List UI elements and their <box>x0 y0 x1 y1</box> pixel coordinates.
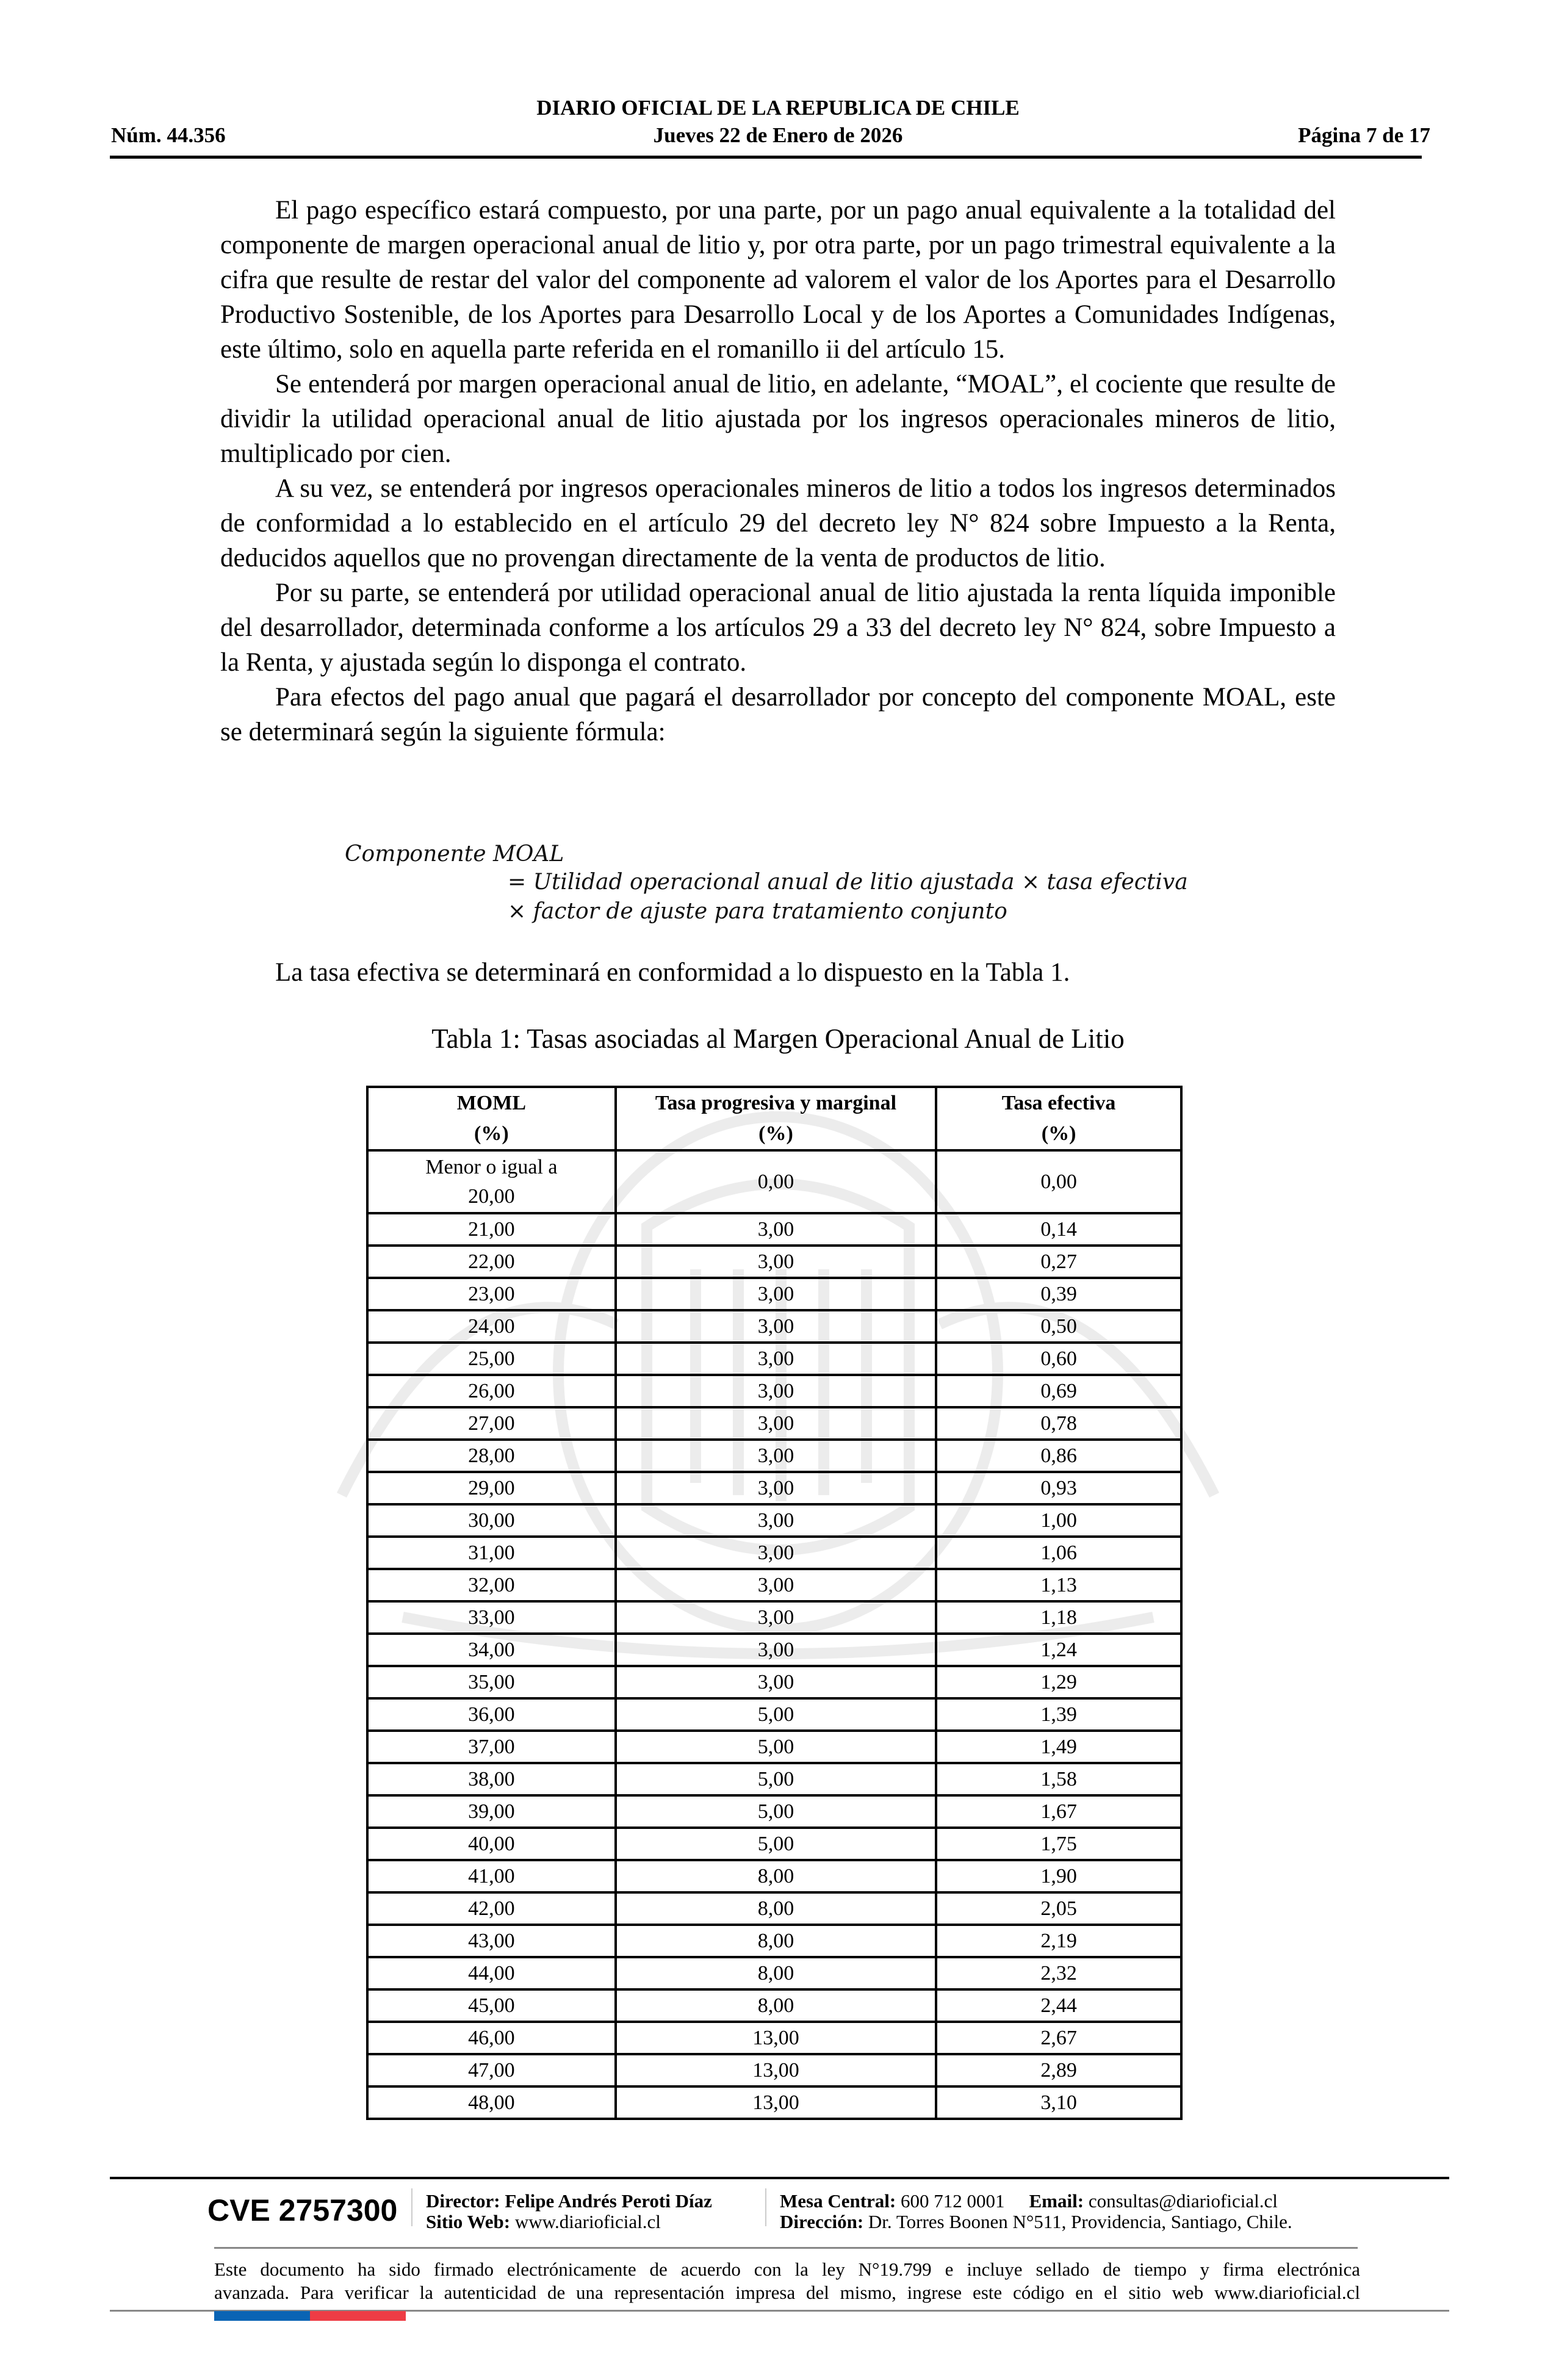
cell-tasa-progresiva: 13,00 <box>616 2054 936 2086</box>
cell-tasa-efectiva: 0,14 <box>936 1213 1181 1246</box>
cell-tasa-efectiva: 0,50 <box>936 1310 1181 1343</box>
cell-tasa-efectiva: 2,32 <box>936 1957 1181 1989</box>
cell-moml: 38,00 <box>367 1763 616 1795</box>
cell-tasa-progresiva: 0,00 <box>616 1150 936 1213</box>
table-row <box>367 1989 1181 2022</box>
cell-moml: 32,00 <box>367 1569 616 1601</box>
cell-moml: 22,00 <box>367 1246 616 1278</box>
cell-tasa-progresiva: 8,00 <box>616 1892 936 1925</box>
cell-moml: 26,00 <box>367 1375 616 1407</box>
cell-moml: 27,00 <box>367 1407 616 1440</box>
cell-tasa-progresiva: 13,00 <box>616 2022 936 2054</box>
email-link[interactable]: consultas@diarioficial.cl <box>1088 2190 1278 2212</box>
cell-moml: 23,00 <box>367 1278 616 1310</box>
cell-moml: 47,00 <box>367 2054 616 2086</box>
cell-tasa-efectiva: 2,67 <box>936 2022 1181 2054</box>
cell-tasa-progresiva: 8,00 <box>616 1989 936 2022</box>
cell-tasa-progresiva: 3,00 <box>616 1278 936 1310</box>
cell-moml: 44,00 <box>367 1957 616 1989</box>
cell-tasa-efectiva: 0,86 <box>936 1440 1181 1472</box>
table-row <box>367 1601 1181 1634</box>
cell-moml: Menor o igual a 20,00 <box>367 1150 616 1213</box>
cell-moml: 46,00 <box>367 2022 616 2054</box>
table-row <box>367 1440 1181 1472</box>
cell-tasa-efectiva: 1,18 <box>936 1601 1181 1634</box>
cell-tasa-efectiva: 1,24 <box>936 1634 1181 1666</box>
cell-tasa-efectiva: 2,19 <box>936 1925 1181 1957</box>
table-row <box>367 1472 1181 1504</box>
cell-moml: 41,00 <box>367 1860 616 1892</box>
director-name: Felipe Andrés Peroti Díaz <box>505 2190 712 2212</box>
cell-tasa-efectiva: 2,05 <box>936 1892 1181 1925</box>
legal-notice: Este documento ha sido firmado electrónicamente de acuerdo con la ley N°19.799 e incluye sellado de tiempo y firma electrónica avanzada. Para verificar la autenticidad de una representación impresa del mismo, ingrese este código en el sitio web www.diarioficial.cl <box>214 2259 1360 2303</box>
cell-moml: 43,00 <box>367 1925 616 1957</box>
cell-moml: 48,00 <box>367 2086 616 2119</box>
cell-tasa-efectiva: 2,89 <box>936 2054 1181 2086</box>
cell-tasa-progresiva: 5,00 <box>616 1763 936 1795</box>
table-row <box>367 2022 1181 2054</box>
table-row <box>367 1860 1181 1892</box>
table-row <box>367 1634 1181 1666</box>
cell-tasa-progresiva: 3,00 <box>616 1472 936 1504</box>
cell-tasa-progresiva: 3,00 <box>616 1375 936 1407</box>
cell-tasa-progresiva: 13,00 <box>616 2086 936 2119</box>
page-indicator: Página 7 de 17 <box>1298 123 1430 147</box>
table-row <box>367 1246 1181 1278</box>
tasa-efectiva-sentence: La tasa efectiva se determinará en conformidad a lo dispuesto en la Tabla 1. <box>275 958 1070 987</box>
cell-tasa-efectiva: 0,39 <box>936 1278 1181 1310</box>
formula-line-1: Componente MOAL <box>345 842 564 867</box>
cell-tasa-progresiva: 3,00 <box>616 1601 936 1634</box>
cell-moml: 34,00 <box>367 1634 616 1666</box>
cell-moml: 30,00 <box>367 1504 616 1537</box>
table-row <box>367 1957 1181 1989</box>
table-row <box>367 1537 1181 1569</box>
cell-moml: 42,00 <box>367 1892 616 1925</box>
cell-tasa-progresiva: 3,00 <box>616 1537 936 1569</box>
table-caption: Tabla 1: Tasas asociadas al Margen Operacional Anual de Litio <box>431 1023 1125 1054</box>
cell-tasa-efectiva: 1,39 <box>936 1698 1181 1731</box>
cell-tasa-efectiva: 1,67 <box>936 1795 1181 1828</box>
cell-tasa-efectiva: 1,06 <box>936 1537 1181 1569</box>
footer-separator <box>411 2188 412 2226</box>
website-link[interactable]: www.diarioficial.cl <box>514 2211 661 2232</box>
cell-tasa-progresiva: 8,00 <box>616 1860 936 1892</box>
paragraph-pago-especifico: El pago específico estará compuesto, por una parte, por un pago anual equivalente a la totalidad del componente de margen operacional anual de litio y, por otra parte, por un pago trimestral equivalente a la cifra que resulte de restar del valor del componente ad valorem el valor de los Aportes para el Desarrollo Productivo Sostenible, de los Aportes para Desarrollo Local y de los Aportes a Comunidades Indígenas, este último, solo en aquella parte referida en el romanillo ii del artículo 15. <box>220 196 1336 364</box>
table-row <box>367 1504 1181 1537</box>
cell-tasa-efectiva: 0,78 <box>936 1407 1181 1440</box>
newspaper-title: DIARIO OFICIAL DE LA REPUBLICA DE CHILE <box>536 96 1020 120</box>
cell-tasa-progresiva: 3,00 <box>616 1666 936 1698</box>
table-row <box>367 1375 1181 1407</box>
table-row <box>367 1407 1181 1440</box>
cell-tasa-efectiva: 0,69 <box>936 1375 1181 1407</box>
header-tasa-efectiva: Tasa efectiva (%) <box>936 1087 1181 1150</box>
cell-moml: 40,00 <box>367 1828 616 1860</box>
cell-moml: 33,00 <box>367 1601 616 1634</box>
cell-tasa-efectiva: 0,93 <box>936 1472 1181 1504</box>
address: Dr. Torres Boonen N°511, Providencia, Santiago, Chile. <box>868 2211 1292 2232</box>
cell-tasa-progresiva: 3,00 <box>616 1407 936 1440</box>
cell-tasa-efectiva: 1,13 <box>936 1569 1181 1601</box>
cell-moml: 35,00 <box>367 1666 616 1698</box>
cell-moml: 37,00 <box>367 1731 616 1763</box>
cell-tasa-progresiva: 8,00 <box>616 1957 936 1989</box>
table-row <box>367 2054 1181 2086</box>
cell-tasa-progresiva: 5,00 <box>616 1731 936 1763</box>
table-row <box>367 1278 1181 1310</box>
paragraph-ingresos-definition: A su vez, se entenderá por ingresos operacionales mineros de litio a todos los ingresos determinados de conformidad a lo establecido en el artículo 29 del decreto ley N° 824 sobre Impuesto a la Renta, deducidos aquellos que no provengan directamente de la venta de productos de litio. <box>220 474 1336 572</box>
cell-tasa-progresiva: 3,00 <box>616 1569 936 1601</box>
cve-code: CVE 2757300 <box>207 2193 398 2227</box>
cell-tasa-progresiva: 3,00 <box>616 1343 936 1375</box>
cell-tasa-efectiva: 1,49 <box>936 1731 1181 1763</box>
flag-stripe-red <box>310 2311 406 2321</box>
table-row <box>367 1666 1181 1698</box>
footer-contact-block: Mesa Central: 600 712 0001 Email: consultas@diarioficial.cl Dirección: Dr. Torres Boonen N°511, Providencia, Santiago, Chile. <box>780 2190 1292 2232</box>
cell-tasa-efectiva: 3,10 <box>936 2086 1181 2119</box>
table-row <box>367 1150 1181 1213</box>
cell-tasa-progresiva: 3,00 <box>616 1634 936 1666</box>
table-row <box>367 1310 1181 1343</box>
cell-tasa-progresiva: 3,00 <box>616 1246 936 1278</box>
cell-tasa-efectiva: 1,00 <box>936 1504 1181 1537</box>
phone-number: 600 712 0001 <box>901 2190 1005 2212</box>
cell-moml: 29,00 <box>367 1472 616 1504</box>
cell-tasa-efectiva: 1,29 <box>936 1666 1181 1698</box>
table-row <box>367 1763 1181 1795</box>
table-row <box>367 2086 1181 2119</box>
article-body <box>220 193 1336 749</box>
table-row <box>367 1731 1181 1763</box>
table-row <box>367 1892 1181 1925</box>
header-tasa-progresiva: Tasa progresiva y marginal (%) <box>616 1087 936 1150</box>
cell-moml: 25,00 <box>367 1343 616 1375</box>
cell-tasa-efectiva: 0,00 <box>936 1150 1181 1213</box>
cell-moml: 45,00 <box>367 1989 616 2022</box>
cell-tasa-progresiva: 3,00 <box>616 1504 936 1537</box>
cell-moml: 36,00 <box>367 1698 616 1731</box>
cell-moml: 31,00 <box>367 1537 616 1569</box>
formula-line-2: = Utilidad operacional anual de litio ajustada × tasa efectiva <box>508 870 1188 895</box>
paragraph-utilidad-definition: Por su parte, se entenderá por utilidad operacional anual de litio ajustada la renta líquida imponible del desarrollador, determinada conforme a los artículos 29 a 33 del decreto ley N° 824, sobre Impuesto a la Renta, y ajustada según lo disponga el contrato. <box>220 579 1336 677</box>
cell-tasa-progresiva: 5,00 <box>616 1795 936 1828</box>
table-row <box>367 1828 1181 1860</box>
issue-date: Jueves 22 de Enero de 2026 <box>653 123 903 147</box>
flag-stripe-blue <box>214 2311 310 2321</box>
cell-moml: 21,00 <box>367 1213 616 1246</box>
table-row <box>367 1213 1181 1246</box>
footer-director-block: Director: Felipe Andrés Peroti Díaz Sitio Web: www.diarioficial.cl <box>426 2190 712 2232</box>
footer-mid-divider <box>214 2247 1358 2249</box>
cell-tasa-efectiva: 0,27 <box>936 1246 1181 1278</box>
cell-tasa-efectiva: 1,58 <box>936 1763 1181 1795</box>
table-row <box>367 1795 1181 1828</box>
cell-tasa-progresiva: 3,00 <box>616 1440 936 1472</box>
paragraph-formula-intro: Para efectos del pago anual que pagará el desarrollador por concepto del componente MOAL, este se determinará según la siguiente fórmula: <box>220 683 1336 746</box>
cell-tasa-progresiva: 3,00 <box>616 1310 936 1343</box>
table-row <box>367 1698 1181 1731</box>
cell-moml: 24,00 <box>367 1310 616 1343</box>
rates-table <box>366 1086 1183 2120</box>
table-row <box>367 1569 1181 1601</box>
header-divider <box>110 156 1422 159</box>
formula-line-3: × factor de ajuste para tratamiento conjunto <box>508 899 1007 924</box>
cell-tasa-efectiva: 1,75 <box>936 1828 1181 1860</box>
header-moml: MOML (%) <box>367 1087 616 1150</box>
cell-tasa-progresiva: 3,00 <box>616 1213 936 1246</box>
cell-moml: 39,00 <box>367 1795 616 1828</box>
cell-tasa-efectiva: 1,90 <box>936 1860 1181 1892</box>
cell-moml: 28,00 <box>367 1440 616 1472</box>
table-row <box>367 1925 1181 1957</box>
cell-tasa-efectiva: 0,60 <box>936 1343 1181 1375</box>
issue-number: Núm. 44.356 <box>111 123 226 147</box>
table-header-row <box>367 1087 1181 1150</box>
cell-tasa-efectiva: 2,44 <box>936 1989 1181 2022</box>
footer-top-divider <box>110 2177 1449 2179</box>
cell-tasa-progresiva: 5,00 <box>616 1828 936 1860</box>
table-row <box>367 1343 1181 1375</box>
paragraph-moal-definition: Se entenderá por margen operacional anual de litio, en adelante, “MOAL”, el cociente que resulte de dividir la utilidad operacional anual de litio ajustada por los ingresos operacionales mineros de litio, multiplicado por cien. <box>220 370 1336 468</box>
cell-tasa-progresiva: 8,00 <box>616 1925 936 1957</box>
cell-tasa-progresiva: 5,00 <box>616 1698 936 1731</box>
footer-separator <box>765 2188 766 2226</box>
